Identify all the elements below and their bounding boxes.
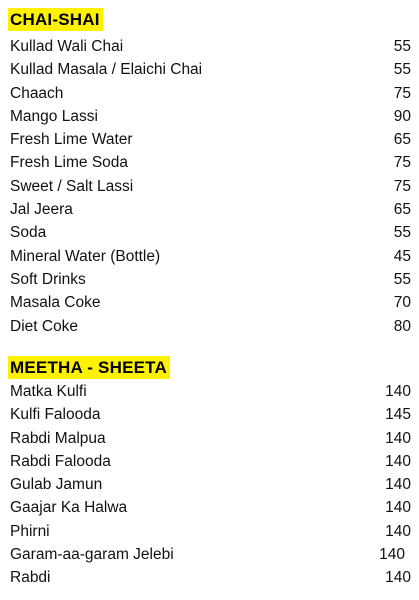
item-name: Soft Drinks <box>10 270 86 288</box>
menu-item <box>0 221 419 244</box>
item-price: 65 <box>393 131 411 149</box>
item-name: Phirni <box>10 522 50 540</box>
menu-item <box>0 105 419 128</box>
menu-section-chai-shai <box>0 8 419 338</box>
item-price: 80 <box>393 317 411 335</box>
item-price: 140 <box>385 429 411 447</box>
menu-item <box>0 291 419 314</box>
menu-item <box>0 403 419 426</box>
menu-item <box>0 128 419 151</box>
item-name: Chaach <box>10 84 64 102</box>
item-name: Gaajar Ka Halwa <box>10 499 128 517</box>
menu-item <box>0 245 419 268</box>
item-price: 70 <box>393 294 411 312</box>
menu-item <box>0 450 419 473</box>
menu-item <box>0 520 419 543</box>
item-name: Matka Kulfi <box>10 383 87 400</box>
item-price: 45 <box>393 247 411 265</box>
item-name: Mineral Water (Bottle) <box>10 247 161 265</box>
item-name: Kullad Masala / Elaichi Chai <box>10 61 203 79</box>
item-name: Rabdi <box>10 569 51 587</box>
menu-item <box>0 35 419 58</box>
menu-item <box>0 543 419 566</box>
section-heading: CHAI-SHAI <box>8 8 103 31</box>
item-name: Fresh Lime Water <box>10 131 133 149</box>
menu-item <box>0 473 419 496</box>
menu-item <box>0 82 419 105</box>
item-name: Kulfi Falooda <box>10 406 101 424</box>
item-price: 55 <box>393 61 411 79</box>
item-price: 140 <box>385 452 411 470</box>
menu-item <box>0 566 419 589</box>
item-price: 140 <box>379 546 405 564</box>
item-name: Diet Coke <box>10 317 79 335</box>
item-name: Fresh Lime Soda <box>10 154 129 172</box>
menu-item-list <box>0 35 419 338</box>
item-name: Masala Coke <box>10 294 101 312</box>
item-price: 65 <box>393 201 411 219</box>
item-name: Mango Lassi <box>10 107 98 125</box>
item-price: 55 <box>393 270 411 288</box>
menu-item <box>0 58 419 81</box>
item-name: Sweet / Salt Lassi <box>10 177 134 195</box>
menu-item <box>0 175 419 198</box>
menu-item <box>0 268 419 291</box>
menu-item <box>0 151 419 174</box>
item-price: 55 <box>393 224 411 242</box>
item-name: Garam-aa-garam Jelebi <box>10 546 174 564</box>
menu-item <box>0 496 419 519</box>
menu-item <box>0 380 419 403</box>
item-price: 140 <box>385 569 411 587</box>
menu-item <box>0 198 419 221</box>
item-price: 90 <box>393 107 411 125</box>
item-price: 75 <box>393 177 411 195</box>
item-name: Gulab Jamun <box>10 476 103 494</box>
item-name: Jal Jeera <box>10 201 73 219</box>
item-name: Soda <box>10 224 47 242</box>
item-price: 75 <box>393 154 411 172</box>
menu-item <box>0 315 419 338</box>
item-price: 140 <box>385 476 411 494</box>
item-name: Kullad Wali Chai <box>10 38 124 55</box>
menu-section-meetha-sheeta <box>0 356 419 590</box>
item-name: Rabdi Malpua <box>10 429 106 447</box>
section-heading: MEETHA - SHEETA <box>8 356 170 379</box>
menu-item-list <box>0 380 419 590</box>
item-name: Rabdi Falooda <box>10 452 111 470</box>
item-price: 140 <box>385 499 411 517</box>
item-price: 140 <box>385 383 411 400</box>
menu-item <box>0 427 419 450</box>
item-price: 75 <box>393 84 411 102</box>
item-price: 55 <box>393 38 411 55</box>
item-price: 140 <box>385 522 411 540</box>
item-price: 145 <box>385 406 411 424</box>
